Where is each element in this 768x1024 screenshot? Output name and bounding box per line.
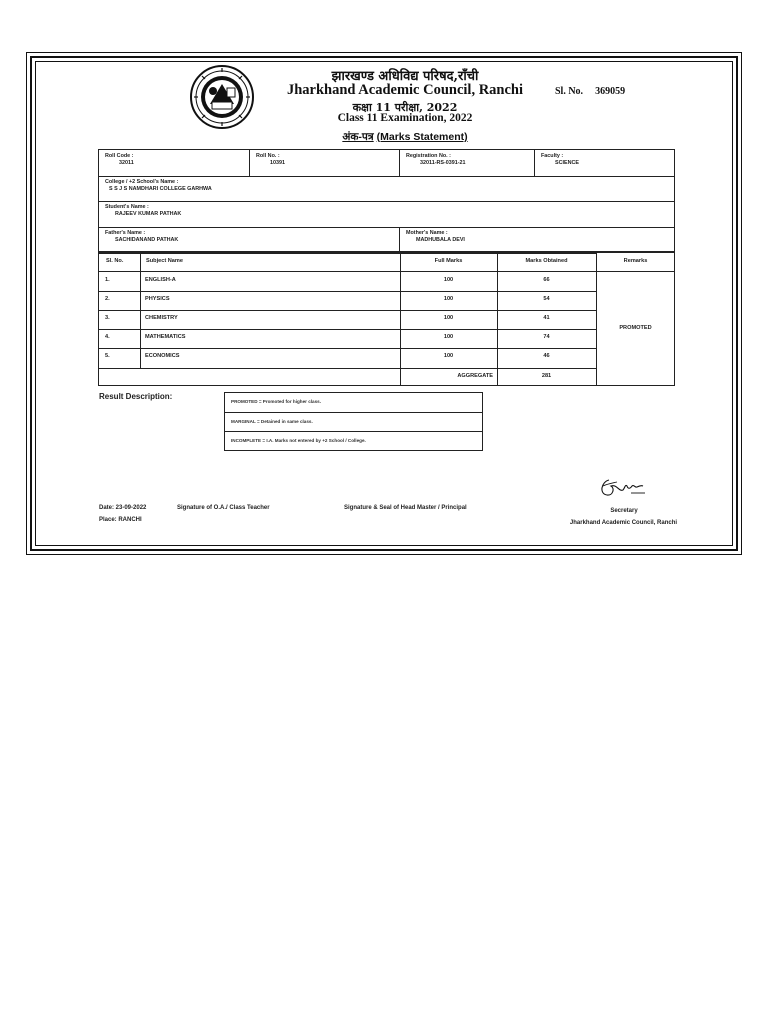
row-full-marks: 100 bbox=[443, 277, 454, 283]
roll-code-cell bbox=[99, 150, 250, 176]
row-divider bbox=[99, 329, 596, 330]
secretary-title: Secretary bbox=[610, 508, 638, 514]
row-marks-obtained: 41 bbox=[543, 315, 550, 321]
registration-label: Registration No. : bbox=[406, 153, 451, 159]
aggregate-value: 281 bbox=[541, 373, 552, 379]
row-full-marks: 100 bbox=[443, 296, 454, 302]
row-marks-obtained: 54 bbox=[543, 296, 550, 302]
faculty-cell bbox=[535, 150, 675, 176]
father-name-label: Father's Name : bbox=[105, 230, 146, 236]
college-value: S S J S NAMDHARI COLLEGE GARHWA bbox=[109, 185, 212, 192]
marks-table bbox=[98, 252, 675, 386]
mother-name-value: MADHUBALA DEVI bbox=[416, 236, 465, 243]
row-subject-name: CHEMISTRY bbox=[145, 315, 178, 321]
row-subject-name: PHYSICS bbox=[145, 296, 170, 302]
faculty-label: Faculty : bbox=[541, 153, 564, 159]
row-divider bbox=[99, 368, 596, 369]
row-sl-no: 2. bbox=[105, 296, 110, 302]
college-cell bbox=[99, 176, 675, 201]
row-divider bbox=[99, 253, 596, 254]
father-name-value: SACHIDANAND PATHAK bbox=[115, 236, 179, 243]
student-info-table bbox=[98, 149, 675, 252]
secretary-signature bbox=[597, 474, 649, 500]
class-exam-hindi: कक्षा 11 परीक्षा, 2022 bbox=[352, 101, 458, 114]
issue-date: Date: 23-09-2022 bbox=[99, 505, 147, 511]
roll-no-value: 10391 bbox=[270, 159, 285, 166]
principal-signature-label: Signature & Seal of Head Master / Principal bbox=[344, 505, 467, 511]
serial-number bbox=[555, 86, 625, 97]
legend-divider bbox=[225, 431, 482, 432]
roll-no-cell bbox=[250, 150, 400, 176]
row-divider bbox=[99, 348, 596, 349]
col-divider bbox=[596, 253, 597, 386]
header-sl-no: Sl. No. bbox=[106, 258, 124, 264]
row-divider bbox=[99, 271, 675, 272]
student-name-label: Student's Name : bbox=[105, 204, 149, 210]
student-name-cell bbox=[99, 201, 675, 227]
legend-item: MARGINAL = Detained in same class. bbox=[231, 419, 313, 424]
serial-label: Sl. No. bbox=[555, 86, 584, 97]
row-sl-no: 3. bbox=[105, 315, 110, 321]
row-sl-no: 1. bbox=[105, 277, 110, 283]
header-remarks: Remarks bbox=[623, 258, 648, 264]
council-seal-logo bbox=[190, 64, 254, 130]
row-subject-name: ECONOMICS bbox=[145, 353, 180, 359]
statement-title-english: (Marks Statement) bbox=[376, 131, 468, 143]
roll-code-value: 32011 bbox=[119, 159, 134, 166]
row-marks-obtained: 46 bbox=[543, 353, 550, 359]
registration-cell bbox=[400, 150, 535, 176]
college-label: College / +2 School's Name : bbox=[105, 179, 179, 185]
row-sl-no: 4. bbox=[105, 334, 110, 340]
roll-code-label: Roll Code : bbox=[105, 153, 134, 159]
header-full-marks: Full Marks bbox=[434, 258, 463, 264]
registration-value: 32011-RS-0391-21 bbox=[420, 159, 466, 166]
row-full-marks: 100 bbox=[443, 315, 454, 321]
faculty-value: SCIENCE bbox=[555, 159, 579, 166]
row-full-marks: 100 bbox=[443, 353, 454, 359]
statement-title bbox=[260, 130, 550, 144]
legend-item: PROMOTED = Promoted for higher class. bbox=[231, 399, 321, 404]
row-subject-name: MATHEMATICS bbox=[145, 334, 186, 340]
row-marks-obtained: 66 bbox=[543, 277, 550, 283]
row-divider bbox=[99, 310, 596, 311]
row-sl-no: 5. bbox=[105, 353, 110, 359]
board-name-hindi: झारखण्ड अधिविद्य परिषद,राँची bbox=[331, 69, 479, 84]
remarks-value: PROMOTED bbox=[619, 325, 652, 331]
legend-item: INCOMPLETE = I.A. Marks not entered by +2 School / College. bbox=[231, 438, 366, 443]
row-subject-name: ENGLISH-A bbox=[145, 277, 176, 283]
legend-divider bbox=[225, 412, 482, 413]
header-marks-obtained: Marks Obtained bbox=[525, 258, 568, 264]
student-name-value: RAJEEV KUMAR PATHAK bbox=[115, 210, 182, 217]
header-subject-name: Subject Name bbox=[146, 258, 183, 264]
class-exam: Class 11 Examination, 2022 bbox=[337, 112, 473, 124]
mother-name-label: Mother's Name : bbox=[406, 230, 448, 236]
roll-no-label: Roll No. : bbox=[256, 153, 280, 159]
teacher-signature-label: Signature of O.A./ Class Teacher bbox=[177, 505, 270, 511]
father-name-cell bbox=[99, 227, 400, 252]
aggregate-label: AGGREGATE bbox=[457, 373, 493, 379]
serial-value: 369059 bbox=[595, 86, 626, 97]
result-description-title: Result Description: bbox=[99, 392, 173, 401]
board-name: Jharkhand Academic Council, Ranchi bbox=[286, 82, 524, 98]
secretary-council: Jharkhand Academic Council, Ranchi bbox=[569, 520, 678, 526]
result-description-legend bbox=[224, 392, 483, 451]
row-divider bbox=[99, 291, 596, 292]
row-marks-obtained: 74 bbox=[543, 334, 550, 340]
statement-title-hindi: अंक-पत्र bbox=[342, 131, 374, 143]
mother-name-cell bbox=[400, 227, 675, 252]
row-full-marks: 100 bbox=[443, 334, 454, 340]
issue-place: Place: RANCHI bbox=[99, 517, 142, 523]
